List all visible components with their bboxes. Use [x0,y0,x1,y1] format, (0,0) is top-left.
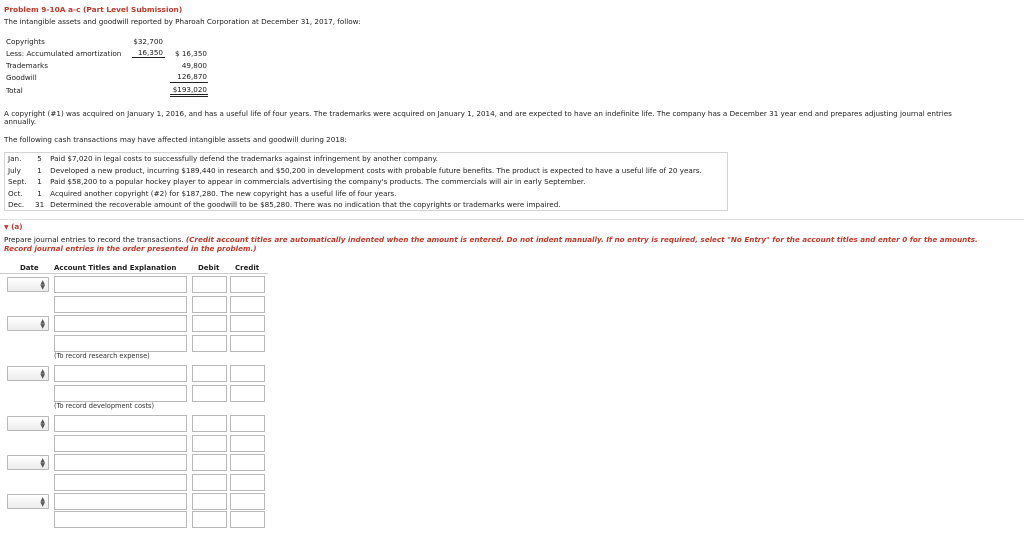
date-select[interactable] [7,277,49,292]
account-title-input[interactable] [54,276,187,293]
account-title-input[interactable] [54,454,187,471]
account-title-input[interactable] [54,296,187,313]
date-select[interactable] [7,494,49,509]
account-title-input[interactable] [54,511,187,528]
net-copyrights-amount: $ 16,350 [174,49,207,58]
debit-input[interactable] [192,493,227,510]
col-credit-header: Credit [235,264,260,272]
credit-input[interactable] [230,454,265,471]
debit-input[interactable] [192,276,227,293]
trademarks-label: Trademarks [6,61,48,70]
credit-input[interactable] [230,435,265,452]
credit-input[interactable] [230,511,265,528]
instruction-note-cont: Record journal entries in the order presented in the problem.) [4,244,257,253]
credit-input[interactable] [230,474,265,491]
copyrights-amount: $32,700 [133,37,163,46]
triangle-down-icon: ▼ [4,224,9,231]
total-label: Total [6,86,23,95]
credit-input[interactable] [230,415,265,432]
credit-input[interactable] [230,385,265,402]
account-title-input[interactable] [54,365,187,382]
credit-input[interactable] [230,335,265,352]
transaction-row: Oct. 1 Acquired another copyright (#2) for $187,280. The new copyright has a useful life of four years. [8,188,397,198]
account-title-input[interactable] [54,435,187,452]
chevron-updown-icon: ▲ ▼ [40,418,45,430]
credit-input[interactable] [230,493,265,510]
date-select[interactable] [7,316,49,331]
debit-input[interactable] [192,474,227,491]
chevron-updown-icon: ▲ ▼ [40,368,45,380]
debit-input[interactable] [192,415,227,432]
memo-research: (To record research expense) [54,352,150,360]
date-select[interactable] [7,416,49,431]
date-select[interactable] [7,455,49,470]
account-title-input[interactable] [54,335,187,352]
debit-input[interactable] [192,511,227,528]
debit-input[interactable] [192,365,227,382]
paragraph-transactions-intro: The following cash transactions may have affected intangible assets and goodwill during 2018: [4,135,347,144]
part-a-instructions [4,235,978,244]
transaction-row: Jan. 5 Paid $7,020 in legal costs to successfully defend the trademarks against infringement by another company. [8,154,438,164]
chevron-updown-icon: ▲ ▼ [40,279,45,291]
transaction-row: July 1 Developed a new product, incurring $189,440 in research and $50,200 in development costs with probable future benefits. The product is expected to have a useful life of 20 years. [8,165,702,175]
goodwill-label: Goodwill [6,73,37,82]
part-a-toggle[interactable] [4,222,23,231]
problem-intro: The intangible assets and goodwill reported by Pharoah Corporation at December 31, 2017, follow: [4,17,361,26]
paragraph-copyright-info: A copyright (#1) was acquired on January 1, 2016, and has a useful life of four years. The trademarks were acquired on January 1, 2014, and are expected to have an indefinite life. The company has a December 31 year end and prepares adjusting journal entries [4,109,952,118]
part-a-label: (a) [11,222,23,231]
instruction-text: Prepare journal entries to record the transactions. [4,235,184,244]
debit-input[interactable] [192,335,227,352]
col-account-header: Account Titles and Explanation [54,264,177,272]
transactions-box [4,152,728,211]
account-title-input[interactable] [54,315,187,332]
total-amount: $193,020 [172,85,207,94]
transaction-row: Dec. 31 Determined the recoverable amount of the goodwill to be $85,280. There was no indication that the copyrights or trademarks were impaired. [8,200,561,210]
date-select[interactable] [7,366,49,381]
col-date-header: Date [20,264,39,272]
copyrights-label: Copyrights [6,37,45,46]
debit-input[interactable] [192,296,227,313]
memo-development: (To record development costs) [54,402,155,410]
paragraph-copyright-info-cont: annually. [4,117,36,126]
account-title-input[interactable] [54,385,187,402]
goodwill-amount: 126,870 [177,72,207,81]
section-divider [0,219,1024,220]
credit-input[interactable] [230,365,265,382]
debit-input[interactable] [192,454,227,471]
less-amortization-amount: 16,350 [137,48,163,57]
account-title-input[interactable] [54,474,187,491]
credit-input[interactable] [230,276,265,293]
instruction-note: (Credit account titles are automatically indented when the amount is entered. Do not indent manually. If no entry is required, select "No Entry" for the account titles and enter 0 for the amounts. [185,235,978,244]
problem-title: Problem 9-10A a-c (Part Level Submission) [4,5,183,14]
less-amortization-label: Less: Accumulated amortization [6,49,122,58]
debit-input[interactable] [192,315,227,332]
debit-input[interactable] [192,435,227,452]
transaction-row: Sept. 1 Paid $58,200 to a popular hockey player to appear in commercials advertising the company's products. The commercials will air in early September. [8,177,586,187]
chevron-updown-icon: ▲ ▼ [40,496,45,508]
debit-input[interactable] [192,385,227,402]
account-title-input[interactable] [54,493,187,510]
col-debit-header: Debit [198,264,220,272]
credit-input[interactable] [230,315,265,332]
chevron-updown-icon: ▲ ▼ [40,457,45,469]
chevron-updown-icon: ▲ ▼ [40,318,45,330]
account-title-input[interactable] [54,415,187,432]
credit-input[interactable] [230,296,265,313]
trademarks-amount: 49,800 [181,61,207,70]
